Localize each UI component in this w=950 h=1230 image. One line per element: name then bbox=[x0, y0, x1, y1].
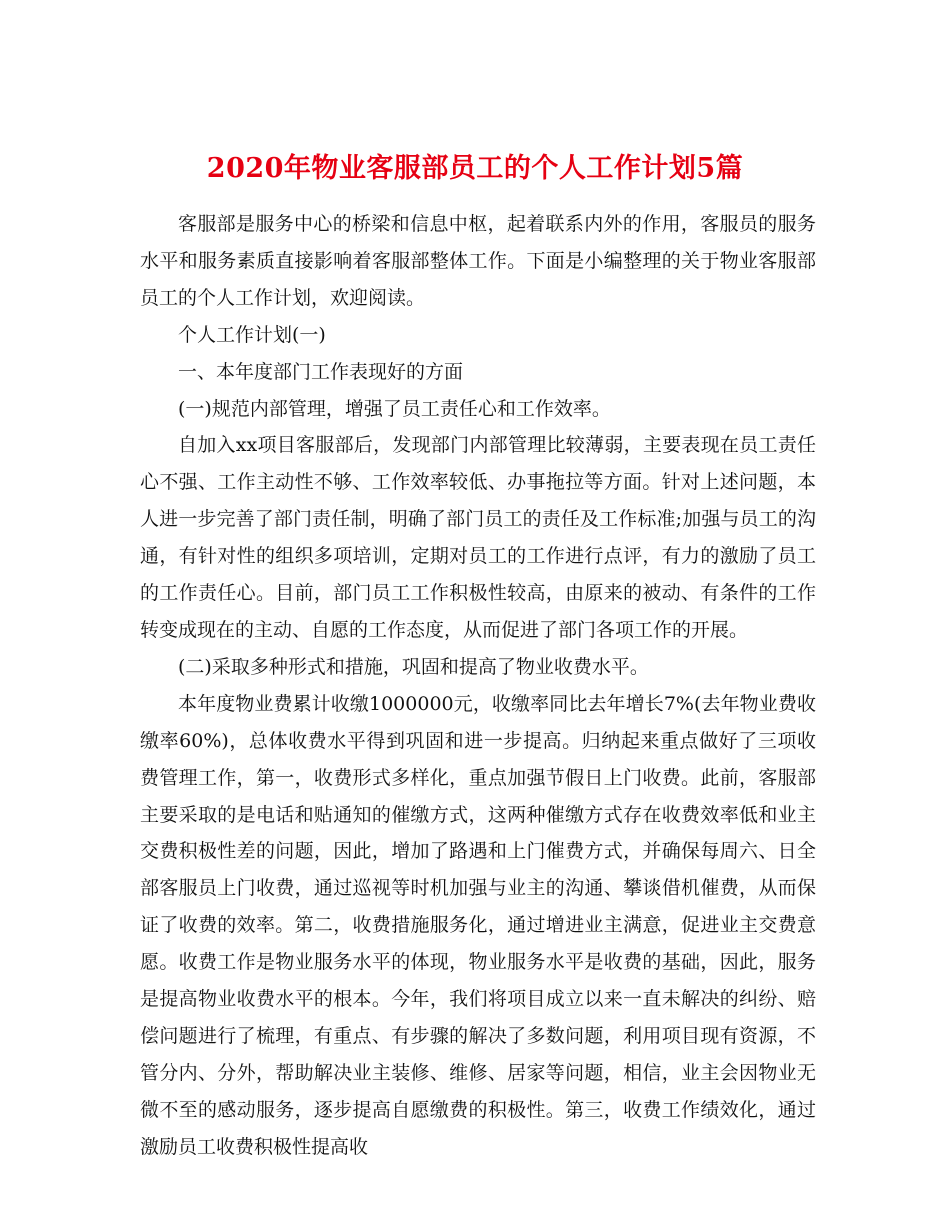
paragraph-subsection-2: (二)采取多种形式和措施，巩固和提高了物业收费水平。 bbox=[178, 655, 649, 678]
paragraph-plan-heading: 个人工作计划(一) bbox=[178, 323, 326, 346]
paragraph-fee-collection: 本年度物业费累计收缴1000000元，收缴率同比去年增长7%(去年物业费收缴率60%)，总体收费水平得到巩固和进一步提高。归纳起来重点做好了三项收费管理工作，第一，收费形式多样化，重点加强节假日上门收费。此前，客服部主要采取的是电话和贴通知的催缴方式，这两种催缴方式存在收费效率低和业主交费积极性差的问题，因此，增加了路遇和上门催费方式，并确保每周六、日全部客服员上门收费，通过巡视等时机加强与业主的沟通、攀谈借机催费，从而保证了收费的效率。第二，收费措施服务化，通过增进业主满意，促进业主交费意愿。收费工作是物业服务水平的体现，物业服务水平是收费的基础，因此，服务是提高物业收费水平的根本。今年，我们将项目成立以来一直未解决的纠纷、赔偿问题进行了梳理，有重点、有步骤的解决了多数问题，利用项目现有资源，不管分内、分外，帮助解决业主装修、维修、居家等问题，相信，业主会因物业无微不至的感动服务，逐步提高自愿缴费的积极性。第三，收费工作绩效化，通过激励员工收费积极性提高收 bbox=[140, 692, 816, 1158]
document-title: 2020年物业客服部员工的个人工作计划5篇 bbox=[206, 153, 744, 185]
paragraph-intro: 客服部是服务中心的桥梁和信息中枢，起着联系内外的作用，客服员的服务水平和服务素质直接影响着客服部整体工作。下面是小编整理的关于物业客服部员工的个人工作计划，欢迎阅读。 bbox=[140, 213, 816, 309]
paragraph-management: 自加入xx项目客服部后，发现部门内部管理比较薄弱，主要表现在员工责任心不强、工作主动性不够、工作效率较低、办事拖拉等方面。针对上述问题，本人进一步完善了部门责任制，明确了部门员工的责任及工作标准;加强与员工的沟通，有针对性的组织多项培训，定期对员工的工作进行点评，有力的激励了员工的工作责任心。目前，部门员工工作积极性较高，由原来的被动、有条件的工作转变成现在的主动、自愿的工作态度，从而促进了部门各项工作的开展。 bbox=[140, 434, 816, 641]
document-body bbox=[140, 206, 816, 1166]
paragraph-section-heading: 一、本年度部门工作表现好的方面 bbox=[178, 360, 464, 383]
paragraph-subsection-1: (一)规范内部管理，增强了员工责任心和工作效率。 bbox=[178, 397, 611, 420]
